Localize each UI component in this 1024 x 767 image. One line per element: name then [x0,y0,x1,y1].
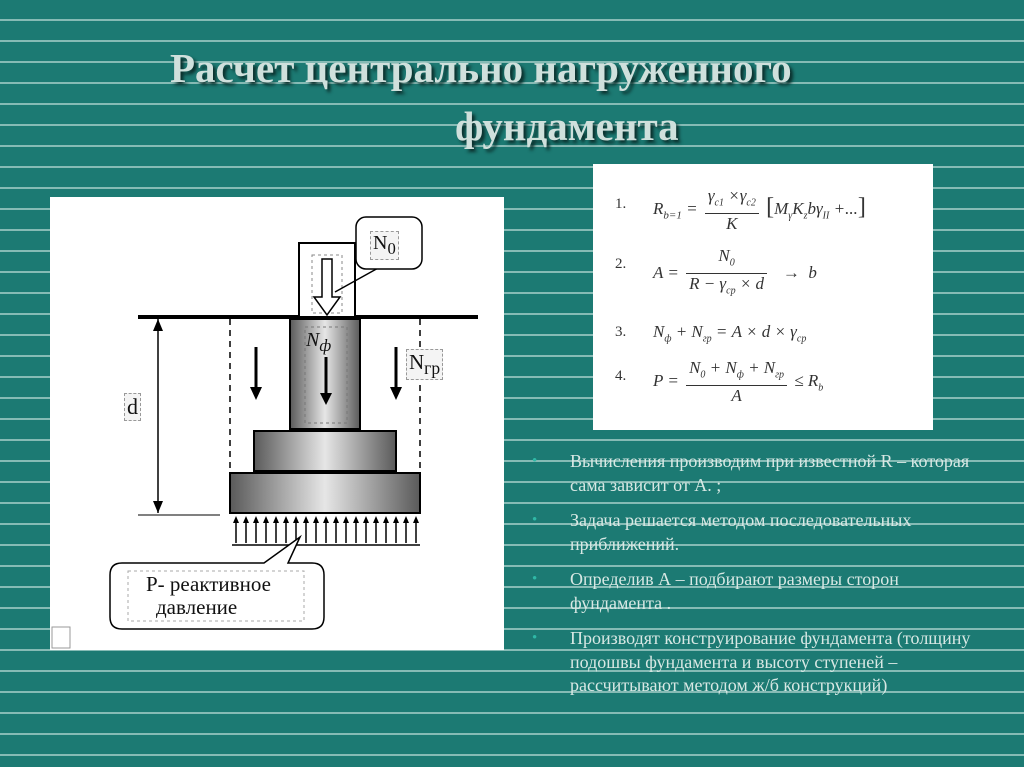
bullet-list [532,450,972,710]
n0-label: $N_0$ [370,231,399,260]
formula-3: 3. $N_ф + N_{гр} = A \times d \times \gamma_{cp}$ [615,322,807,345]
nf-label: $N_ф$ [306,329,332,355]
formula-4: 4. P = $\frac{N_0 + N_ф + N_{гр}}{A}$ ≤ $R_b$ [615,358,824,406]
bullet-text: Задача решается методом последовательных приближений. [570,510,912,554]
footing [230,473,420,513]
pressure-label: Р- реактивное давление [146,572,271,619]
formula-1: 1. $R_{b=1}$ = $\frac{\gamma_{c1} \times\gamma_{c2}}{K}$ [$M_\gamma K_zb\gamma_{II}$ +...] [615,186,866,234]
upper-step [254,431,396,471]
list-item [532,450,972,497]
depth-label: d [124,393,141,421]
foundation-diagram [50,197,504,650]
ngr-label: $N_{гр}$ [406,349,443,380]
bullet-marker: • [532,630,538,646]
bullet-marker: • [532,571,538,587]
formula-panel [593,164,933,430]
bullet-text: Определив А – подбирают размеры сторон фундамента . [570,569,899,613]
list-item [532,509,972,556]
foundation-drawing [50,197,504,650]
title-line-2: фундамента [455,103,679,149]
bullet-text: Производят конструирование фундамента (толщину подошвы фундамента и высоту ступеней – рассчитывают методом ж/б конструкций) [570,628,971,695]
title-line-1: Расчет центрально нагруженного [170,45,792,91]
list-item [532,568,972,615]
bullet-text: Вычисления производим при известной R – которая сама зависит от А. ; [570,451,970,495]
formula-2: 2. A = $\frac{N_0}{R - \gamma_{cp} \times d}$ → b [615,246,817,297]
bullet-marker: • [532,453,538,469]
list-item [532,627,972,698]
bullet-marker: • [532,512,538,528]
